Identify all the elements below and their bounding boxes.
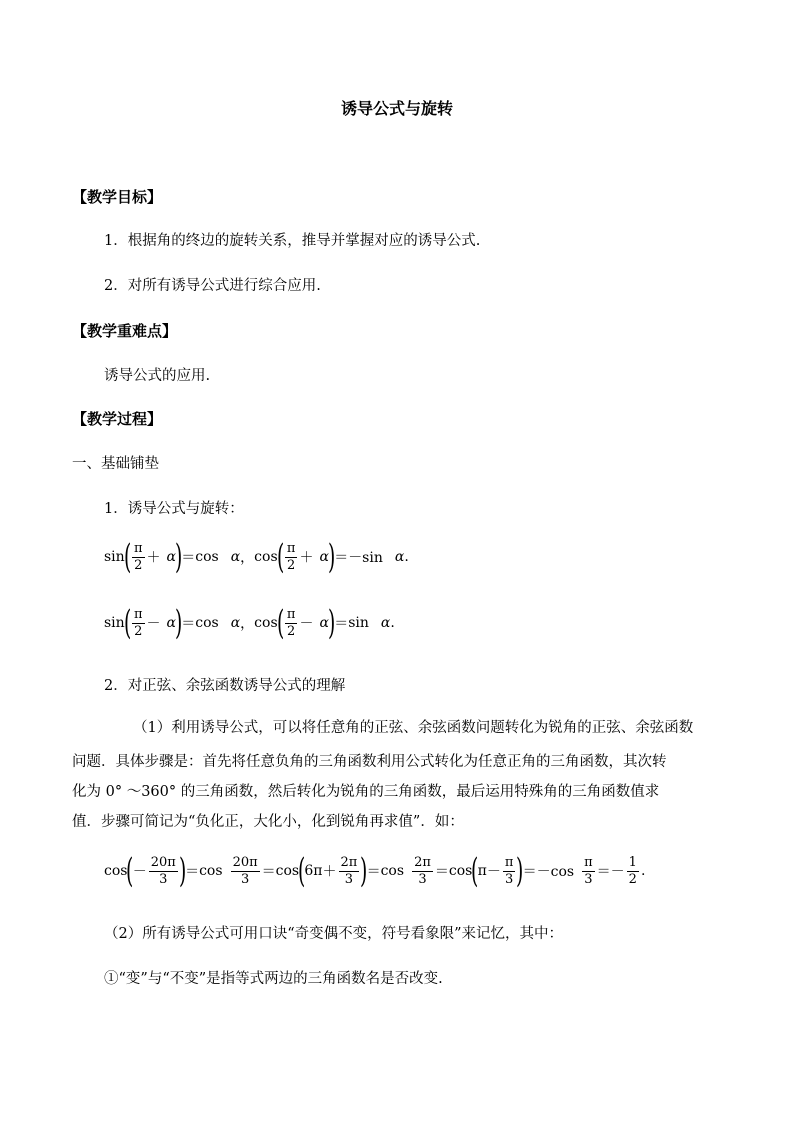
formula-text: ＝ bbox=[596, 864, 611, 880]
paren-right: ) bbox=[327, 537, 336, 577]
paragraph-1-line-1: （1）利用诱导公式，可以将任意角的正弦、余弦函数问题转化为锐角的正弦、余弦函数 bbox=[133, 720, 694, 736]
formula-symbol: α bbox=[230, 549, 241, 565]
fraction-denominator: 3 bbox=[418, 871, 427, 887]
formula-text: － bbox=[486, 864, 501, 880]
page-title: 诱导公式与旋转 bbox=[340, 99, 453, 118]
formula-text: ＝ bbox=[434, 864, 449, 880]
formula-text: － bbox=[610, 864, 625, 880]
fraction-numerator: π bbox=[504, 854, 514, 870]
formula-text: 6π bbox=[304, 863, 323, 879]
fraction-denominator: 2 bbox=[287, 557, 296, 573]
section-heading-process: 【教学过程】 bbox=[72, 410, 163, 428]
key-point-text: 诱导公式的应用. bbox=[104, 368, 211, 384]
formula-text: ＋ bbox=[322, 864, 337, 880]
list-item-2: 2．对正弦、余弦函数诱导公式的理解 bbox=[104, 678, 346, 694]
paren-left: ( bbox=[123, 537, 131, 577]
paren-left: ( bbox=[276, 537, 284, 577]
fraction-denominator: 3 bbox=[344, 871, 354, 887]
fraction bbox=[503, 855, 516, 888]
formula-text: ＝ bbox=[261, 864, 276, 880]
fraction bbox=[285, 607, 298, 640]
fraction-denominator: 2 bbox=[287, 623, 296, 639]
formula-symbol: α bbox=[319, 549, 329, 565]
fraction-numerator: π bbox=[133, 540, 143, 556]
fraction bbox=[132, 607, 145, 640]
fraction-numerator: π bbox=[286, 606, 296, 622]
formula-symbol: α bbox=[230, 615, 241, 631]
formula-symbol: α bbox=[166, 615, 176, 631]
formula-symbol: α bbox=[319, 615, 329, 631]
paren-left: ( bbox=[126, 851, 134, 891]
formula-line-1 bbox=[104, 537, 409, 577]
formula-text: ， bbox=[240, 616, 255, 632]
formula-text: cos bbox=[380, 863, 405, 879]
paragraph-2: （2）所有诱导公式可用口诀“奇变偶不变，符号看象限”来记忆，其中： bbox=[104, 926, 564, 942]
formula-text: . bbox=[640, 863, 646, 879]
formula-symbol: α bbox=[380, 615, 391, 631]
formula-text: ＋ bbox=[299, 550, 314, 566]
paren-right: ) bbox=[327, 603, 336, 643]
formula-symbol: α bbox=[166, 549, 176, 565]
paragraph-1-line-4: 值．步骤可简记为“负化正，大化小，化到锐角再求值”．如： bbox=[72, 814, 464, 830]
paren-right: ) bbox=[174, 603, 183, 643]
formula-text: π bbox=[477, 863, 487, 879]
formula-text: －sin bbox=[348, 550, 383, 566]
paren-right: ) bbox=[178, 851, 187, 891]
fraction bbox=[627, 855, 639, 888]
formula-symbol: α bbox=[394, 549, 405, 565]
formula-text: － bbox=[132, 864, 147, 880]
fraction-numerator: π bbox=[584, 854, 593, 870]
paren-left: ( bbox=[298, 851, 306, 891]
fraction-numerator: 20π bbox=[150, 854, 176, 870]
section-heading-goals: 【教学目标】 bbox=[72, 188, 163, 206]
part-heading-1: 一、基础铺垫 bbox=[72, 456, 159, 472]
list-item-1: 1．诱导公式与旋转： bbox=[104, 501, 244, 517]
formula-text: cos bbox=[199, 863, 223, 879]
section-heading-key-points: 【教学重难点】 bbox=[72, 322, 178, 340]
formula-text: ＝ bbox=[366, 864, 381, 880]
fraction-numerator: π bbox=[133, 606, 143, 622]
formula-text: －cos bbox=[536, 864, 575, 880]
formula-text: ＝ bbox=[334, 616, 349, 632]
formula-text: ＋ bbox=[146, 550, 161, 566]
fraction-denominator: 3 bbox=[504, 871, 514, 887]
paragraph-3: ①“变”与“不变”是指等式两边的三角函数名是否改变. bbox=[104, 971, 443, 987]
fraction bbox=[285, 541, 298, 574]
goal-item-2: 2．对所有诱导公式进行综合应用. bbox=[104, 278, 321, 294]
formula-text: cos bbox=[195, 615, 219, 631]
formula-text: ＝ bbox=[181, 550, 196, 566]
paren-left: ( bbox=[471, 851, 479, 891]
formula-text: . bbox=[390, 615, 395, 631]
goal-item-1: 1．根据角的终边的旋转关系，推导并掌握对应的诱导公式. bbox=[104, 233, 481, 249]
paragraph-1-line-2: 问题．具体步骤是：首先将任意负角的三角函数利用公式转化为任意正角的三角函数，其次转 bbox=[72, 754, 667, 770]
formula-text: sin bbox=[104, 615, 125, 631]
formula-text: cos bbox=[254, 549, 278, 565]
formula-line-3 bbox=[104, 851, 646, 891]
paragraph-1 bbox=[104, 713, 724, 743]
fraction-numerator: 1 bbox=[628, 854, 637, 870]
fraction-numerator: 2π bbox=[340, 854, 358, 870]
formula-text: ＝ bbox=[185, 864, 200, 880]
formula-text: cos bbox=[448, 863, 473, 879]
formula-text: cos bbox=[275, 863, 300, 879]
paren-right: ) bbox=[516, 851, 524, 891]
fraction bbox=[412, 855, 433, 888]
fraction-numerator: 2π bbox=[414, 854, 431, 870]
formula-text: cos bbox=[254, 615, 278, 631]
formula-text: sin bbox=[104, 549, 125, 565]
fraction bbox=[132, 541, 145, 574]
fraction bbox=[339, 855, 360, 888]
fraction bbox=[582, 855, 595, 888]
paren-right: ) bbox=[174, 537, 183, 577]
formula-text: ＝ bbox=[522, 864, 537, 880]
fraction-denominator: 2 bbox=[628, 871, 637, 887]
fraction bbox=[231, 855, 260, 888]
formula-line-2 bbox=[104, 603, 395, 643]
formula-text: － bbox=[146, 616, 161, 632]
fraction-denominator: 2 bbox=[134, 557, 143, 573]
fraction-denominator: 3 bbox=[159, 871, 168, 887]
paragraph-1-line-3: 化为 0° ～360° 的三角函数，然后转化为锐角的三角函数，最后运用特殊角的三角函数值求 bbox=[72, 784, 660, 800]
formula-text: cos bbox=[104, 863, 128, 879]
paren-left: ( bbox=[123, 603, 131, 643]
fraction-denominator: 2 bbox=[134, 623, 143, 639]
fraction-numerator: 20π bbox=[232, 854, 258, 870]
paren-left: ( bbox=[276, 603, 284, 643]
formula-text: ＝ bbox=[181, 616, 196, 632]
fraction bbox=[149, 855, 178, 888]
fraction-denominator: 3 bbox=[584, 871, 593, 887]
fraction-numerator: π bbox=[286, 540, 296, 556]
formula-text: ， bbox=[240, 550, 255, 566]
formula-text: cos bbox=[195, 549, 219, 565]
formula-text: . bbox=[404, 549, 409, 565]
formula-text: ＝ bbox=[334, 550, 349, 566]
paren-right: ) bbox=[360, 851, 368, 891]
formula-text: － bbox=[299, 616, 314, 632]
fraction-denominator: 3 bbox=[240, 871, 250, 887]
formula-text: sin bbox=[348, 615, 369, 631]
